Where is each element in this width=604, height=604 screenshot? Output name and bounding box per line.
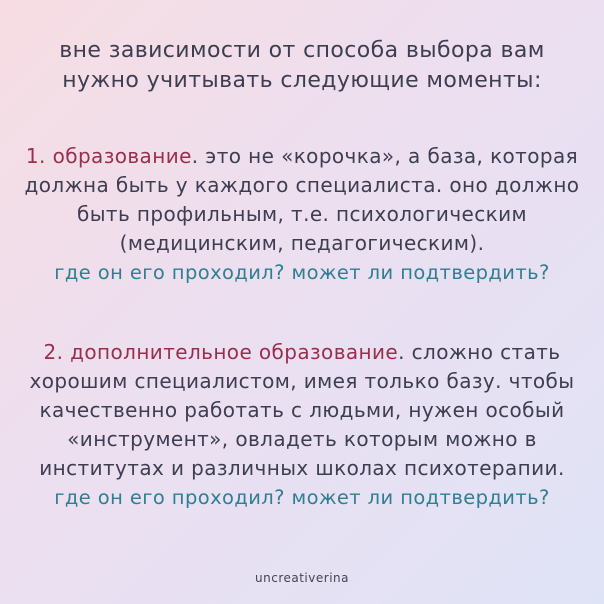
point-2-body: . сложно стать хорошим специалистом, имея только базу. чтобы качественно работать с людьми, нужен особый «инструмент», овладеть которым можно в институтах и различных школах психотерапии.: [29, 340, 575, 480]
point-1-body: . это не «корочка», а база, которая должна быть у каждого специалиста. оно должно быть профильным, т.е. психологическим (медицинским, педагогическим).: [24, 144, 580, 255]
point-2-number: 2.: [43, 340, 64, 364]
point-2-heading: дополнительное образование: [70, 340, 399, 364]
point-1-question: где он его проходил? может ли подтвердить?: [54, 261, 550, 284]
point-1-number: 1.: [25, 144, 46, 168]
point-1: [8, 142, 596, 287]
point-2: [8, 338, 596, 512]
point-2-question: где он его проходил? может ли подтвердить?: [54, 486, 550, 509]
intro-text: вне зависимости от способа выбора вам нужно учитывать следующие моменты:: [59, 38, 545, 93]
author-signature: uncreativerina: [255, 571, 349, 585]
point-1-heading: образование: [52, 144, 192, 168]
